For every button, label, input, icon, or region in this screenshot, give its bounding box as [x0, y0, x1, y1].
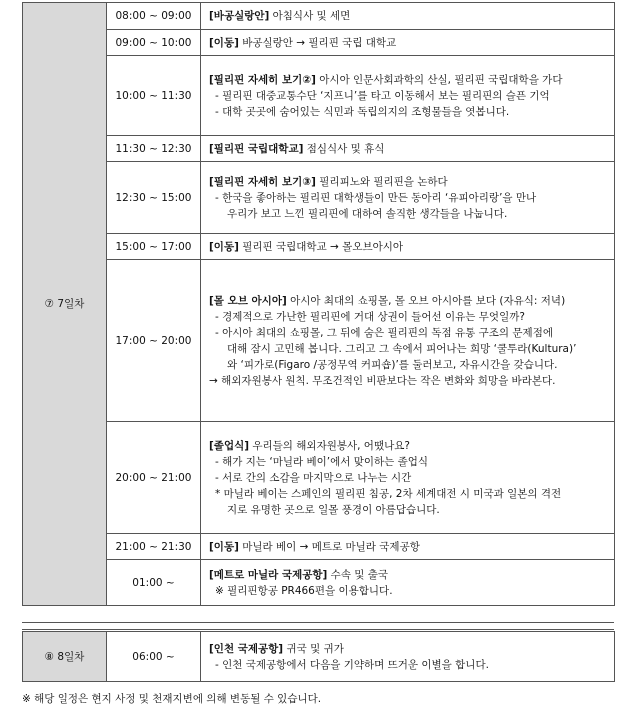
title-text: 귀국 및 귀가 — [283, 642, 344, 655]
time-cell: 06:00 ~ — [107, 632, 201, 682]
schedule-row — [23, 162, 615, 234]
line-text: - 해가 지는 ‘마닐라 베이’에서 맞이하는 졸업식 — [215, 455, 429, 468]
description-line — [209, 567, 606, 583]
line-text: 필리핀 국립대학교 → 몰오브아시아 — [238, 240, 404, 253]
description-cell — [201, 136, 615, 162]
description-cell — [201, 234, 615, 260]
description-line — [209, 190, 606, 206]
description-line — [209, 8, 606, 24]
title-bold: [메트로 마닐라 국제공항] — [209, 568, 328, 581]
description-line — [209, 502, 606, 518]
schedule-row — [23, 136, 615, 162]
description-line — [209, 486, 606, 502]
description-line — [209, 206, 606, 222]
day8-schedule-table — [22, 631, 615, 682]
title-bold: [이동] — [209, 36, 239, 49]
description-line — [209, 88, 606, 104]
line-text: → 해외자원봉사 원칙. 무조건적인 비판보다는 작은 변화와 희망을 바라본다. — [209, 374, 556, 387]
title-bold: [필리핀 자세히 보기②] — [209, 73, 316, 86]
line-text: 지로 유명한 곳으로 일몰 풍경이 아름답습니다. — [227, 503, 440, 516]
schedule-row — [23, 560, 615, 606]
line-text: 마닐라 베이 → 메트로 마닐라 국제공항 — [238, 540, 420, 553]
time-cell: 17:00 ~ 20:00 — [107, 260, 201, 422]
title-bold: [몰 오브 아시아] — [209, 294, 287, 307]
title-bold: [졸업식] — [209, 439, 250, 452]
title-bold: [필리핀 국립대학교] — [209, 142, 304, 155]
footnote: ※ 해당 일정은 현지 사정 및 천재지변에 의해 변동될 수 있습니다. — [22, 693, 322, 705]
time-cell: 09:00 ~ 10:00 — [107, 30, 201, 56]
description-line — [209, 325, 606, 341]
description-line — [209, 104, 606, 120]
line-text: 점심식사 및 휴식 — [303, 142, 385, 155]
description-line — [209, 373, 606, 389]
line-text: 필리피노와 필리핀을 논하다 — [315, 175, 448, 188]
description-cell — [201, 560, 615, 606]
time-cell: 10:00 ~ 11:30 — [107, 56, 201, 136]
line-text: - 필리핀 대중교통수단 ‘지프니’를 타고 이동해서 보는 필리핀의 슬픈 기억 — [215, 89, 550, 102]
description-line — [209, 341, 606, 357]
title-bold: [이동] — [209, 240, 239, 253]
line-text: 아시아 최대의 쇼핑몰, 몰 오브 아시아를 보다 (자유식: 저녁) — [286, 294, 566, 307]
line-text: 바공실랑안 → 필리핀 국립 대학교 — [238, 36, 397, 49]
description-cell — [201, 632, 615, 682]
description-line — [209, 583, 606, 599]
description-cell — [201, 422, 615, 534]
day7-schedule-table — [22, 2, 615, 606]
description-line — [209, 454, 606, 470]
description-line — [209, 72, 606, 88]
schedule-row — [23, 422, 615, 534]
day8-row — [23, 632, 615, 682]
description-line — [209, 141, 606, 157]
title-bold: [이동] — [209, 540, 239, 553]
description-cell — [201, 260, 615, 422]
line-text: 우리가 보고 느낀 필리핀에 대하여 솔직한 생각들을 나눕니다. — [227, 207, 508, 220]
time-cell: 15:00 ~ 17:00 — [107, 234, 201, 260]
line-text: 아침식사 및 세면 — [269, 10, 351, 22]
title-bold: [바공실랑안] — [209, 10, 270, 22]
description-line — [209, 470, 606, 486]
line-text: 우리들의 해외자원봉사, 어땠나요? — [249, 439, 410, 452]
day-label: ⑦ 7일차 — [23, 3, 107, 606]
line-text: - 대학 곳곳에 숨어있는 식민과 독립의지의 조형물들을 엿봅니다. — [215, 105, 510, 118]
description-cell — [201, 162, 615, 234]
description-line — [209, 309, 606, 325]
description-line — [209, 357, 606, 373]
description-line — [209, 35, 606, 51]
time-cell: 12:30 ~ 15:00 — [107, 162, 201, 234]
description-line — [209, 293, 606, 309]
line-text: - 아시아 최대의 쇼핑몰, 그 뒤에 숨은 필리핀의 독점 유통 구조의 문제점에 — [215, 326, 553, 339]
schedule-row — [23, 234, 615, 260]
time-cell: 21:00 ~ 21:30 — [107, 534, 201, 560]
time-cell: 08:00 ~ 09:00 — [107, 3, 201, 30]
line-text: * 마닐라 베이는 스페인의 필리핀 침공, 2차 세계대전 시 미국과 일본의 격전 — [215, 487, 562, 500]
schedule-row — [23, 3, 615, 30]
line-text: - 한국을 좋아하는 필리핀 대학생들이 만든 동아리 ‘유피아리랑’을 만나 — [215, 191, 537, 204]
line-text: - 경제적으로 가난한 필리핀에 거대 상권이 들어선 이유는 무엇일까? — [215, 310, 525, 323]
line-text: 대해 잠시 고민해 봅니다. 그리고 그 속에서 피어나는 희망 ‘쿨투라(Kultura)’ — [227, 342, 577, 355]
title-bold: [인천 국제공항] — [209, 642, 284, 655]
table-separator — [22, 622, 614, 630]
description-line — [209, 174, 606, 190]
description-line: - 인천 국제공항에서 다음을 기약하며 뜨거운 이별을 합니다. — [215, 658, 489, 671]
line-text: 아시아 인문사회과학의 산실, 필리핀 국립대학을 가다 — [315, 73, 563, 86]
schedule-row — [23, 56, 615, 136]
description-cell — [201, 30, 615, 56]
line-text: - 서로 간의 소감을 마지막으로 나누는 시간 — [215, 471, 412, 484]
description-title — [209, 641, 606, 657]
description-cell — [201, 56, 615, 136]
title-bold: [필리핀 자세히 보기③] — [209, 175, 316, 188]
schedule-row — [23, 30, 615, 56]
description-cell — [201, 3, 615, 30]
schedule-row — [23, 260, 615, 422]
description-cell — [201, 534, 615, 560]
line-text: 수속 및 출국 — [327, 568, 389, 581]
day-label: ⑧ 8일차 — [23, 632, 107, 682]
line-text: 와 ‘피가로(Figaro /공정무역 커피숍)’를 둘러보고, 자유시간을 갖습니다. — [227, 358, 558, 371]
time-cell: 01:00 ~ — [107, 560, 201, 606]
description-line — [209, 539, 606, 555]
time-cell: 20:00 ~ 21:00 — [107, 422, 201, 534]
schedule-row — [23, 534, 615, 560]
description-line — [209, 438, 606, 454]
description-line — [209, 239, 606, 255]
time-cell: 11:30 ~ 12:30 — [107, 136, 201, 162]
line-text: ※ 필리핀항공 PR466편을 이용합니다. — [215, 584, 393, 597]
